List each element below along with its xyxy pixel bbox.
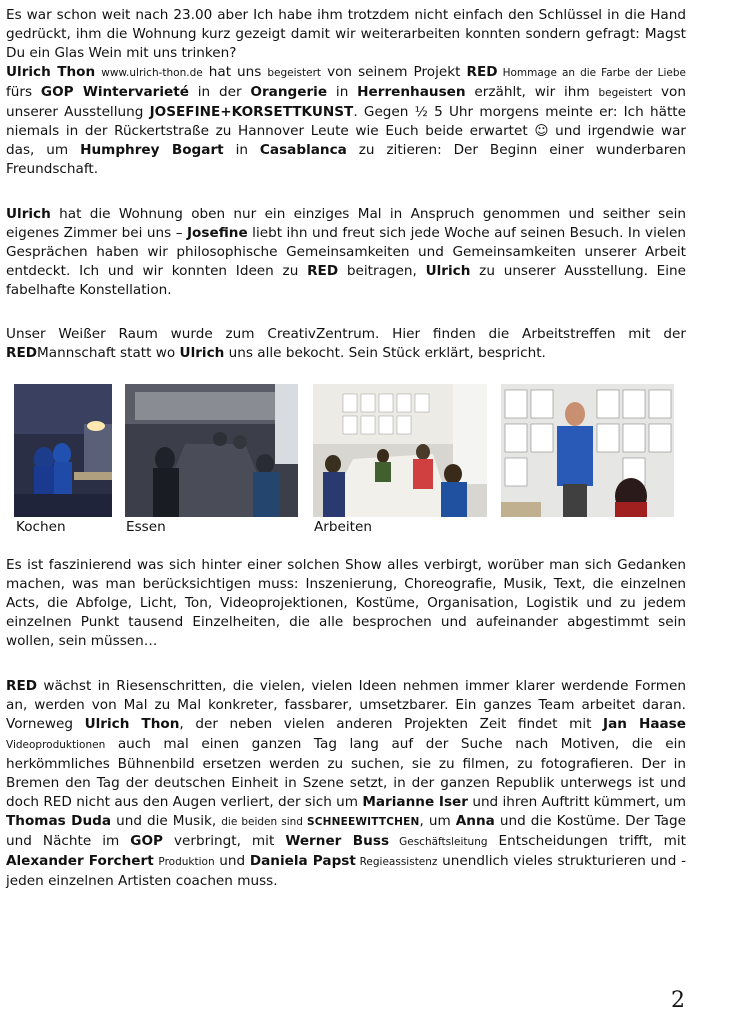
paragraph-ulrich bbox=[6, 205, 686, 300]
name-ulrich: Ulrich bbox=[425, 263, 471, 279]
name-daniela-papst: Daniela Papst bbox=[249, 853, 356, 869]
paragraph-team bbox=[6, 677, 686, 891]
text: erzählt, wir ihm bbox=[465, 84, 599, 100]
project-red: RED bbox=[307, 263, 339, 279]
text: uns alle bekocht. Sein Stück erklärt, bespricht. bbox=[224, 345, 546, 361]
name-ulrich-thon: Ulrich Thon bbox=[84, 716, 180, 732]
text: . Gegen ½ 5 Uhr morgens meinte er: Ich hätte niemals in der Rückertstraße zu Hannover Leute wie Euch beide erwartet ☺ und irgendwie war das, um bbox=[6, 104, 686, 158]
text: Mannschaft statt wo bbox=[37, 345, 180, 361]
text: Es ist faszinierend was sich hinter einer solchen Show alles verbirgt, worüber man sich Gedanken machen, was man berücksichtigen muss: Inszenierung, Choreografie, Musik, Text, die einzelnen Acts, die Abfolge, Licht, Ton, Videoprojektionen, Kostüme, Organisation, Logistik und zu jedem einzelnen Punkt tausend Einzelheiten, die alle besprochen und aufeinander abgestimmt sein wollen, sein müssen… bbox=[6, 557, 686, 649]
humphrey-bogart: Humphrey Bogart bbox=[80, 142, 224, 158]
photo-presentation bbox=[501, 384, 674, 517]
text: liebt ihn und freut sich jede Woche auf seinen Besuch. In vielen Gesprächen haben wir philosophische Gemeinsamkeiten und Gemeinsamkeiten unserer Arbeit entdeckt. Ich und wir konnten Ideen zu bbox=[6, 225, 686, 279]
text: hat die Wohnung oben nur ein einziges Mal in Anspruch genommen und seither sein eigenes Zimmer bei uns – bbox=[6, 206, 686, 241]
text: und die Kostüme. Der Tage und Nächte im bbox=[6, 813, 686, 849]
orangerie: Orangerie bbox=[250, 84, 328, 100]
text: fürs bbox=[6, 84, 41, 100]
role-label: Videoproduktionen bbox=[6, 739, 106, 751]
project-red: RED bbox=[466, 64, 498, 80]
text-small: begeistert bbox=[598, 87, 653, 99]
text-small: begeistert bbox=[267, 67, 322, 79]
text-small: die beiden sind bbox=[221, 816, 308, 828]
casablanca: Casablanca bbox=[259, 142, 347, 158]
text: zu unserer Ausstellung. Eine fabelhafte Konstellation. bbox=[6, 263, 687, 298]
schneewittchen: SCHNEEWITTCHEN bbox=[307, 816, 420, 828]
name-thomas-duda: Thomas Duda bbox=[6, 813, 112, 829]
gop-wintervariete: GOP Wintervarieté bbox=[40, 84, 189, 100]
text: in bbox=[327, 84, 358, 100]
role-label: Regieassistenz bbox=[355, 856, 438, 868]
name-josefine: Josefine bbox=[187, 225, 248, 241]
text: von unserer Ausstellung bbox=[6, 84, 686, 120]
text: verbringt, mit bbox=[162, 833, 286, 849]
text: und ihren Auftritt kümmert, um bbox=[468, 794, 687, 810]
text-small: Hommage an die Farbe der Liebe bbox=[497, 67, 686, 79]
text: und bbox=[214, 853, 250, 869]
name-alexander-forchert: Alexander Forchert bbox=[6, 853, 154, 869]
page-number: 2 bbox=[671, 988, 685, 1013]
gop: GOP bbox=[130, 833, 163, 849]
text: und die Musik, bbox=[111, 813, 222, 829]
project-red: RED bbox=[6, 345, 38, 361]
text: hat uns bbox=[202, 64, 268, 80]
name-jan-haase: Jan Haase bbox=[603, 716, 686, 732]
herrenhausen: Herrenhausen bbox=[357, 84, 466, 100]
paragraph-show bbox=[6, 556, 686, 651]
name-marianne-iser: Marianne Iser bbox=[362, 794, 468, 810]
text: zu zitieren: Der Beginn einer wunderbaren Freundschaft. bbox=[6, 142, 686, 177]
name-ulrich: Ulrich bbox=[6, 206, 51, 222]
name-ulrich-thon: Ulrich Thon bbox=[6, 64, 96, 80]
text: Entscheidungen trifft, mit bbox=[487, 833, 687, 849]
photo-arbeiten bbox=[313, 384, 487, 517]
text: Unser Weißer Raum wurde zum CreativZentrum. Hier finden die Arbeitstreffen mit der bbox=[6, 326, 686, 342]
caption-kochen: Kochen bbox=[16, 519, 66, 535]
caption-essen: Essen bbox=[126, 519, 166, 535]
project-red: RED bbox=[6, 678, 38, 694]
text: , um bbox=[419, 813, 456, 829]
name-werner-buss: Werner Buss bbox=[285, 833, 390, 849]
paragraph-creativzentrum bbox=[6, 325, 686, 363]
text: Es war schon weit nach 23.00 aber Ich habe ihm trotzdem nicht einfach den Schlüssel in die Hand gedrückt, ihm die Wohnung kurz gezeigt damit wir weiterarbeiten konnten sondern gefragt: Magst Du ein Glas Wein mit uns trinken? bbox=[6, 7, 686, 61]
text: auch mal einen ganzen Tag lang auf der Suche nach Motiven, die ein herkömmliches Bühnenbild ersetzen werden zu suchen, sie zu filmen, zu fotografieren. Der in Bremen den Tag der deutschen Einheit in Szene setzt, in der ganzen Republik unterwegs ist und doch RED nicht aus den Augen verliert, der sich um bbox=[6, 736, 686, 810]
text: , der neben vielen anderen Projekten Zeit findet mit bbox=[179, 716, 604, 732]
name-anna: Anna bbox=[455, 813, 495, 829]
text: wächst in Riesenschritten, die vielen, vielen Ideen nehmen immer klarer werdende Formen an, werden von Mal zu Mal konkreter, fassbarer, umsetzbarer. Ein ganzes Team arbeitet daran. Vorneweg bbox=[6, 678, 686, 732]
text: in bbox=[223, 142, 260, 158]
website-url: www.ulrich-thon.de bbox=[101, 67, 203, 79]
role-label: Produktion bbox=[158, 856, 215, 868]
photo-kochen bbox=[14, 384, 112, 517]
role-label: Geschäftsleitung bbox=[389, 836, 488, 848]
paragraph-intro bbox=[6, 6, 686, 179]
text: unendlich vieles strukturieren und - jeden einzelnen Artisten coachen muss. bbox=[6, 853, 686, 889]
text: von seinem Projekt bbox=[321, 64, 467, 80]
photo-essen bbox=[125, 384, 298, 517]
caption-arbeiten: Arbeiten bbox=[314, 519, 372, 535]
text: beitragen, bbox=[338, 263, 426, 279]
name-ulrich: Ulrich bbox=[179, 345, 225, 361]
exhibition-title: JOSEFINE+KORSETTKUNST bbox=[149, 104, 354, 120]
text: in der bbox=[188, 84, 251, 100]
